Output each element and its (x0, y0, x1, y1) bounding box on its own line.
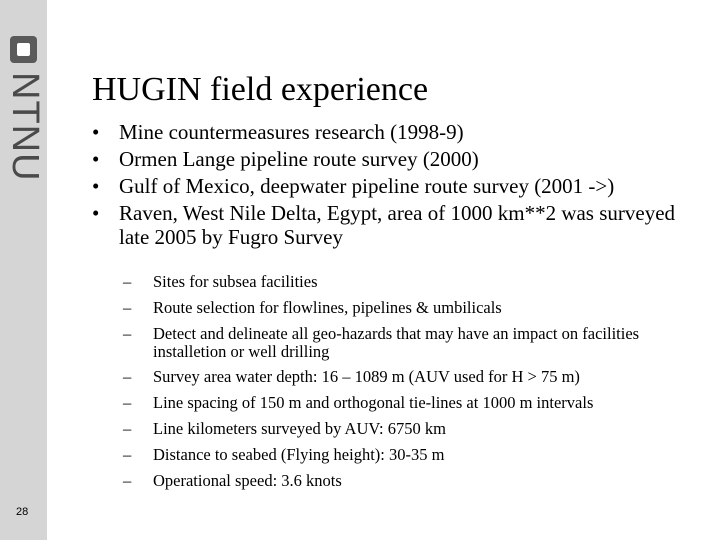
bullet-text: Mine countermeasures research (1998-9) (119, 120, 464, 144)
bullet-marker: • (92, 147, 100, 171)
sub-bullet-text: Route selection for flowlines, pipelines & umbilicals (153, 298, 502, 317)
sub-bullet-text: Distance to seabed (Flying height): 30-35 m (153, 445, 445, 464)
sub-bullet-item (122, 368, 712, 386)
sub-bullet-text: Line kilometers surveyed by AUV: 6750 km (153, 419, 446, 438)
sub-bullet-item (122, 325, 712, 361)
sub-bullet-marker: – (123, 471, 132, 490)
sub-bullet-marker: – (123, 272, 132, 291)
bullet-marker: • (92, 174, 100, 198)
sub-bullet-item (122, 394, 712, 412)
logo-text: NTNU (4, 72, 46, 182)
bullet-text: Raven, West Nile Delta, Egypt, area of 1000 km**2 was surveyed late 2005 by Fugro Survey (119, 201, 676, 249)
sub-bullet-list (122, 273, 712, 498)
bullet-item (92, 120, 702, 144)
bullet-item (92, 201, 702, 249)
sub-bullet-item (122, 420, 712, 438)
sub-bullet-marker: – (123, 393, 132, 412)
sub-bullet-item (122, 446, 712, 464)
sub-bullet-item (122, 273, 712, 291)
ntnu-logo-icon (10, 36, 37, 63)
sub-bullet-item (122, 472, 712, 490)
sub-bullet-marker: – (123, 367, 132, 386)
sub-bullet-marker: – (123, 419, 132, 438)
bullet-text: Gulf of Mexico, deepwater pipeline route survey (2001 ->) (119, 174, 615, 198)
sub-bullet-marker: – (123, 445, 132, 464)
sub-bullet-marker: – (123, 324, 132, 343)
slide-title: HUGIN field experience (92, 71, 429, 108)
sub-bullet-text: Line spacing of 150 m and orthogonal tie-lines at 1000 m intervals (153, 393, 594, 412)
logo-sidebar (0, 0, 47, 540)
sub-bullet-text: Sites for subsea facilities (153, 272, 318, 291)
sub-bullet-text: Operational speed: 3.6 knots (153, 471, 342, 490)
sub-bullet-text: Survey area water depth: 16 – 1089 m (AUV used for H > 75 m) (153, 367, 580, 386)
bullet-item (92, 147, 702, 171)
sub-bullet-marker: – (123, 298, 132, 317)
bullet-item (92, 174, 702, 198)
bullet-text: Ormen Lange pipeline route survey (2000) (119, 147, 479, 171)
ntnu-logo (6, 72, 46, 192)
bullet-marker: • (92, 201, 100, 225)
sub-bullet-text: Detect and delineate all geo-hazards that may have an impact on facilities installetion or well drilling (153, 324, 640, 361)
page-number: 28 (16, 506, 29, 518)
bullet-list (92, 120, 702, 252)
sub-bullet-item (122, 299, 712, 317)
bullet-marker: • (92, 120, 100, 144)
